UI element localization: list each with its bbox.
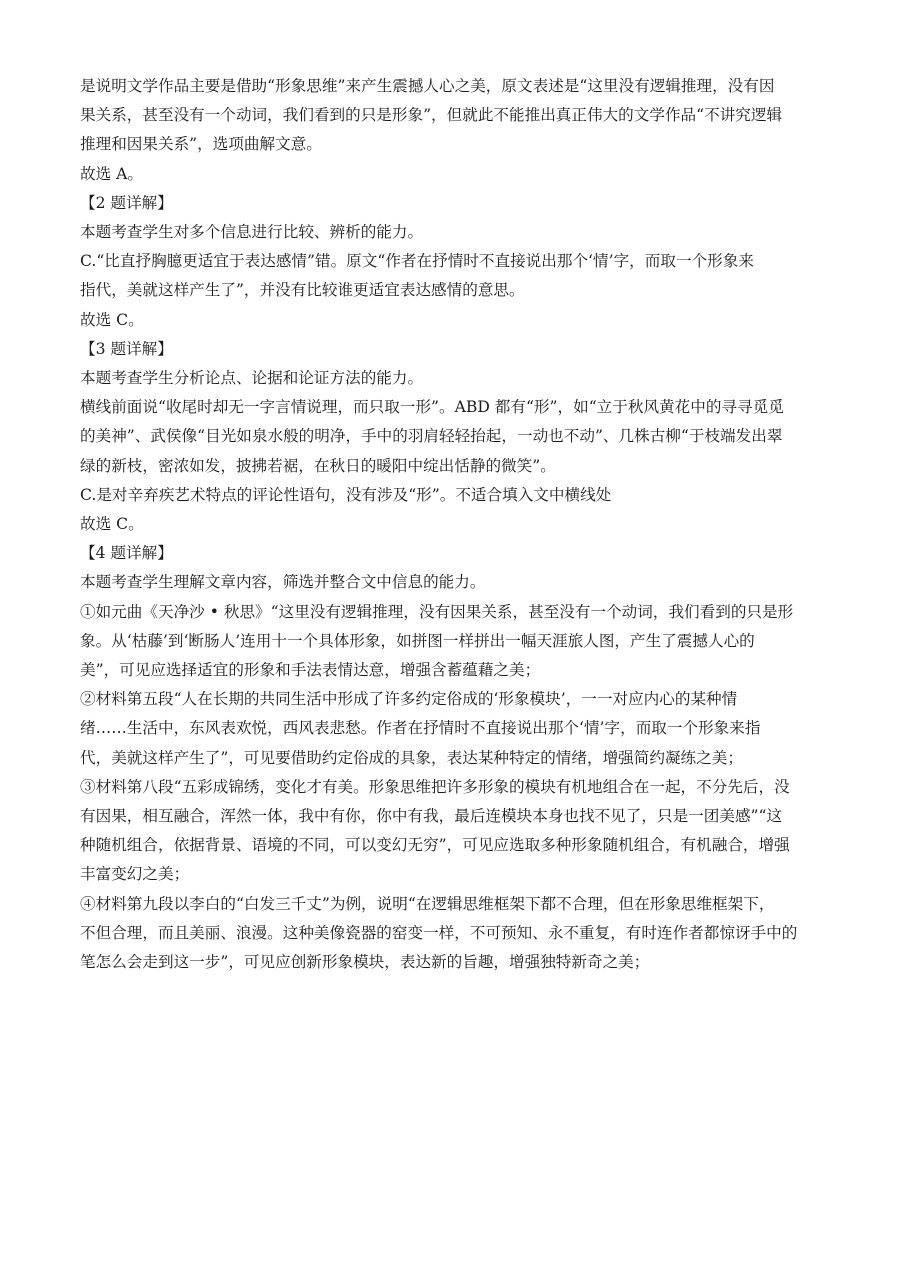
section-heading: 【3 题详解】 bbox=[80, 339, 173, 358]
paragraph-line: 本题考查学生理解文章内容，筛选并整合文中信息的能力。 bbox=[80, 573, 486, 592]
paragraph-line: C.“比直抒胸臆更适宜于表达感情”错。原文“作者在抒情时不直接说出那个‘情’字，而取一个形象来 bbox=[80, 252, 754, 271]
paragraph-line: 象。从‘枯藤’到‘断肠人’连用十一个具体形象，如拼图一样拼出一幅天涯旅人图，产生了震撼人心的 bbox=[80, 631, 755, 650]
paragraph-line: 推理和因果关系”，选项曲解文意。 bbox=[80, 135, 322, 154]
section-heading: 【2 题详解】 bbox=[80, 193, 173, 212]
paragraph-line: 是说明文学作品主要是借助“形象思维”来产生震撼人心之美，原文表述是“这里没有逻辑推理，没有因 bbox=[80, 77, 775, 95]
paragraph-line: ④材料第九段以李白的“白发三千丈”为例，说明“在逻辑思维框架下都不合理，但在形象思维框架下， bbox=[80, 894, 775, 913]
paragraph-line: 故选 A。 bbox=[80, 164, 143, 183]
paragraph-line: 故选 C。 bbox=[80, 310, 144, 329]
paragraph-line: 指代，美就这样产生了”，并没有比较谁更适宜表达感情的意思。 bbox=[80, 281, 525, 300]
paragraph-line: 横线前面说“收尾时却无一字言情说理，而只取一形”。ABD 都有“形”，如“立于秋风黄花中的寻寻觅觅 bbox=[80, 398, 784, 417]
paragraph-line: 绪……生活中，东风表欢悦，西风表悲愁。作者在抒情时不直接说出那个‘情’字，而取一个形象来指 bbox=[80, 719, 761, 738]
paragraph-line: 本题考查学生分析论点、论据和论证方法的能力。 bbox=[80, 369, 424, 388]
paragraph-line: 种随机组合，依据背景、语境的不同，可以变幻无穷”，可见应选取多种形象随机组合，有机融合，增强 bbox=[80, 836, 790, 855]
paragraph-line: 绿的新枝，密浓如发，披拂若裾，在秋日的暖阳中绽出恬静的微笑”。 bbox=[80, 456, 556, 475]
paragraph-line: 美”，可见应选择适宜的形象和手法表情达意，增强含蓄蕴藉之美； bbox=[80, 661, 541, 680]
paragraph-line: 代，美就这样产生了”，可见要借助约定俗成的具象，表达某种特定的情绪，增强简约凝练之美； bbox=[80, 748, 743, 767]
paragraph-line: ①如元曲《天净沙 • 秋思》“这里没有逻辑推理，没有因果关系，甚至没有一个动词，我们看到的只是形 bbox=[80, 602, 794, 621]
paragraph-line: 的美神”、武侯像“目光如泉水般的明净，手中的羽肩轻轻抬起，一动也不动”、几株古柳“于枝端发出翠 bbox=[80, 427, 783, 446]
paragraph-line: 有因果，相互融合，浑然一体，我中有你，你中有我，最后连模块本身也找不见了，只是一团美感”“这 bbox=[80, 807, 783, 826]
paragraph-line: 本题考查学生对多个信息进行比较、辨析的能力。 bbox=[80, 223, 424, 242]
paragraph-line: C.是对辛弃疾艺术特点的评论性语句，没有涉及“形”。不适合填入文中横线处 bbox=[80, 485, 612, 504]
paragraph-line: 故选 C。 bbox=[80, 515, 144, 534]
paragraph-line: 果关系，甚至没有一个动词，我们看到的只是形象”，但就此不能推出真正伟大的文学作品“不讲究逻辑 bbox=[80, 106, 783, 125]
paragraph-line: ②材料第五段“人在长期的共同生活中形成了许多约定俗成的‘形象模块’，一一对应内心的某种情 bbox=[80, 690, 738, 709]
section-heading: 【4 题详解】 bbox=[80, 544, 173, 563]
paragraph-line: 不但合理，而且美丽、浪漫。这种美像瓷器的窑变一样，不可预知、永不重复，有时连作者都惊讶手中的 bbox=[80, 923, 798, 942]
paragraph-line: 丰富变幻之美； bbox=[80, 865, 190, 884]
paragraph-line: ③材料第八段“五彩成锦绣，变化才有美。形象思维把许多形象的模块有机地组合在一起，不分先后，没 bbox=[80, 777, 790, 796]
paragraph-line: 笔怎么会走到这一步”，可见应创新形象模块，表达新的旨趣，增强独特新奇之美； bbox=[80, 953, 650, 972]
